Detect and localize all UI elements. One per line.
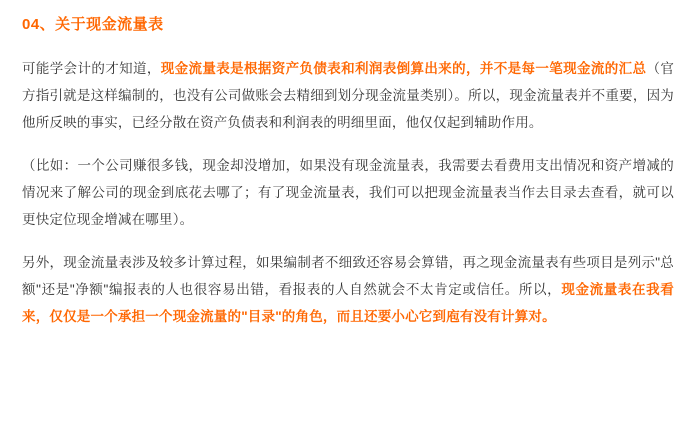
text-run: 可能学会计的才知道，: [22, 61, 161, 76]
text-run: （比如：一个公司赚很多钱，现金却没增加，如果没有现金流量表，我需要去看费用支出情况和资产增减的情况来了解公司的现金到底花去哪了；有了现金流量表，我们可以把现金流量表当作去目录去查看，就可以更快定位现金增减在哪里）。: [22, 158, 674, 227]
highlighted-text-run: 现金流量表是根据资产负债表和利润表倒算出来的，并不是每一笔现金流的汇总: [160, 61, 647, 76]
paragraph-3: [22, 249, 674, 330]
text-run: 另外，现金流量表涉及较多计算过程，如果编制者不细致还容易会算错，再之现金流量表有些项目是列示"总额"还是"净额"编报表的人也很容易出错，看报表的人自然就会不太肯定或信任。所以，: [22, 255, 674, 297]
paragraph-1: [22, 55, 674, 136]
text-run: （官方指引就是这样编制的，也没有公司做账会去精细到划分现金流量类别）。所以，现金流量表并不重要，因为他所反映的事实，已经分散在资产负债表和利润表的明细里面，他仅仅起到辅助作用。: [22, 61, 675, 130]
page-title: 04、关于现金流量表: [22, 16, 164, 33]
highlighted-text-run: 现金流量表在我看来，仅仅是一个承担一个现金流量的"目录"的角色，而且还要小心它到庖有没有计算对。: [22, 282, 674, 324]
paragraph-2: [22, 152, 674, 233]
